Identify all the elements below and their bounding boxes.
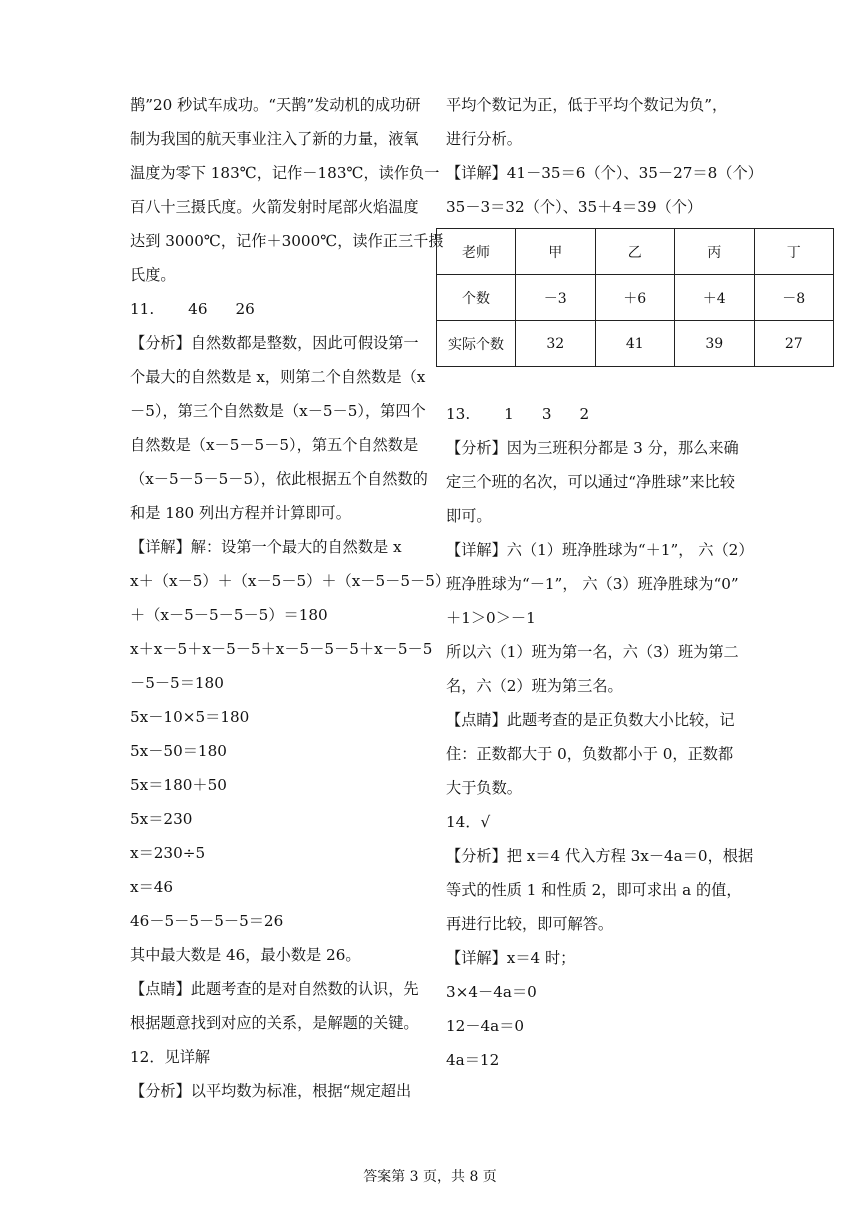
equation-line: 3×4－4a＝0 — [446, 983, 537, 1001]
equation-line: x＝230÷5 — [130, 844, 206, 862]
text-line: 百八十三摄氏度。火箭发射时尾部火焰温度 — [130, 198, 419, 216]
question-number: 13. — [446, 405, 471, 423]
table-header-cell: 甲 — [516, 229, 596, 275]
text-line: 进行分析。 — [446, 130, 522, 148]
equation-line: －5－5＝180 — [130, 674, 224, 692]
text-line: 定三个班的名次，可以通过“净胜球”来比较 — [446, 473, 735, 491]
answer-value: 1 — [504, 405, 514, 423]
text-line: 【详解】41－35＝6（个）、35－27＝8（个） — [446, 164, 763, 182]
question-11-answer-line — [130, 292, 420, 326]
page-footer: 答案第 3 页，共 8 页 — [363, 1169, 497, 1185]
text-line: 【分析】因为三班积分都是 3 分，那么来确 — [446, 439, 739, 457]
text-line: 大于负数。 — [446, 779, 522, 797]
text-line: 平均个数记为正，低于平均个数记为负”， — [446, 96, 728, 114]
text-line: 【详解】六（1）班净胜球为“＋1”， 六（2） — [446, 541, 754, 559]
text-line: 根据题意找到对应的关系，是解题的关键。 — [130, 1014, 419, 1032]
text-line: 温度为零下 183℃，记作－183℃，读作负一 — [130, 164, 440, 182]
equation-line: 4a＝12 — [446, 1051, 500, 1069]
table-header-cell: 乙 — [595, 229, 675, 275]
text-line: 其中最大数是 46，最小数是 26。 — [130, 946, 361, 964]
table-cell: 39 — [675, 321, 755, 367]
text-line: 即可。 — [446, 507, 492, 525]
table-row — [437, 275, 834, 321]
spacer — [446, 375, 736, 397]
equation-line: ＋（x－5－5－5－5）＝180 — [130, 606, 328, 624]
right-column — [446, 88, 806, 1077]
text-line: 再进行比较，即可解答。 — [446, 915, 614, 933]
table-header-cell: 老师 — [437, 229, 516, 275]
equation-line: 46－5－5－5－5＝26 — [130, 912, 284, 930]
table-cell: 实际个数 — [437, 321, 516, 367]
equation-line: x＝46 — [130, 878, 174, 896]
question-14-label: 14．√ — [446, 813, 491, 831]
text-line: 班净胜球为“－1”， 六（3）班净胜球为“0” — [446, 575, 739, 593]
question-13-answer-line — [446, 397, 736, 431]
text-line: 等式的性质 1 和性质 2，即可求出 a 的值， — [446, 881, 742, 899]
text-line: 和是 180 列出方程并计算即可。 — [130, 504, 351, 522]
table-cell: 32 — [516, 321, 596, 367]
table-cell: ＋6 — [595, 275, 675, 321]
table-cell: －8 — [754, 275, 834, 321]
table-header-cell: 丁 — [754, 229, 834, 275]
answer-value: 3 — [541, 405, 552, 423]
equation-line: x＋（x－5）＋（x－5－5）＋（x－5－5－5） — [130, 572, 451, 590]
equation-line: 5x－50＝180 — [130, 742, 227, 760]
table-row — [437, 321, 834, 367]
table-cell: 个数 — [437, 275, 516, 321]
text-line: 自然数是（x－5－5－5），第五个自然数是 — [130, 436, 419, 454]
text-line: 【分析】以平均数为标准，根据“规定超出 — [130, 1082, 412, 1100]
table-header-cell: 丙 — [675, 229, 755, 275]
question-number: 11. — [130, 300, 155, 318]
text-line: （x－5－5－5－5），依此根据五个自然数的 — [130, 470, 428, 488]
text-line: －5），第三个自然数是（x－5－5），第四个 — [130, 402, 426, 420]
table-cell: －3 — [516, 275, 596, 321]
text-line: 【详解】x＝4 时； — [446, 949, 576, 967]
table-cell: ＋4 — [675, 275, 755, 321]
text-line: 35－3＝32（个）、35＋4＝39（个） — [446, 198, 703, 216]
text-line: 住：正数都大于 0，负数都小于 0，正数都 — [446, 745, 734, 763]
table-header-row — [437, 229, 834, 275]
text-line: 氏度。 — [130, 266, 176, 284]
text-line: 个最大的自然数是 x，则第二个自然数是（x — [130, 368, 426, 386]
text-line: 【分析】自然数都是整数，因此可假设第一 — [130, 334, 419, 352]
text-line: 鹊”20 秒试车成功。“天鹊”发动机的成功研 — [130, 96, 421, 114]
equation-line: x＋x－5＋x－5－5＋x－5－5－5＋x－5－5 — [130, 640, 433, 658]
text-line: 制为我国的航天事业注入了新的力量，液氧 — [130, 130, 419, 148]
text-line: 名，六（2）班为第三名。 — [446, 677, 623, 695]
table-cell: 27 — [754, 321, 834, 367]
answer-value: 2 — [579, 405, 590, 423]
equation-line: ＋1＞0＞－1 — [446, 609, 536, 627]
text-line: 【点睛】此题考查的是正负数大小比较，记 — [446, 711, 735, 729]
answer-value: 46 — [188, 300, 208, 318]
table-cell: 41 — [595, 321, 675, 367]
text-line: 【详解】解：设第一个最大的自然数是 x — [130, 538, 402, 556]
teacher-count-table — [436, 228, 834, 367]
text-line: 所以六（1）班为第一名，六（3）班为第二 — [446, 643, 739, 661]
text-line: 【分析】把 x＝4 代入方程 3x－4a＝0，根据 — [446, 847, 754, 865]
question-12-label: 12．见详解 — [130, 1048, 211, 1066]
text-line: 达到 3000℃，记作＋3000℃，读作正三千摄 — [130, 232, 444, 250]
equation-line: 5x－10×5＝180 — [130, 708, 250, 726]
equation-line: 5x＝230 — [130, 810, 193, 828]
equation-line: 5x＝180＋50 — [130, 776, 227, 794]
answer-value: 26 — [235, 300, 255, 318]
text-line: 【点睛】此题考查的是对自然数的认识，先 — [130, 980, 419, 998]
left-column — [130, 88, 451, 1108]
equation-line: 12－4a＝0 — [446, 1017, 525, 1035]
